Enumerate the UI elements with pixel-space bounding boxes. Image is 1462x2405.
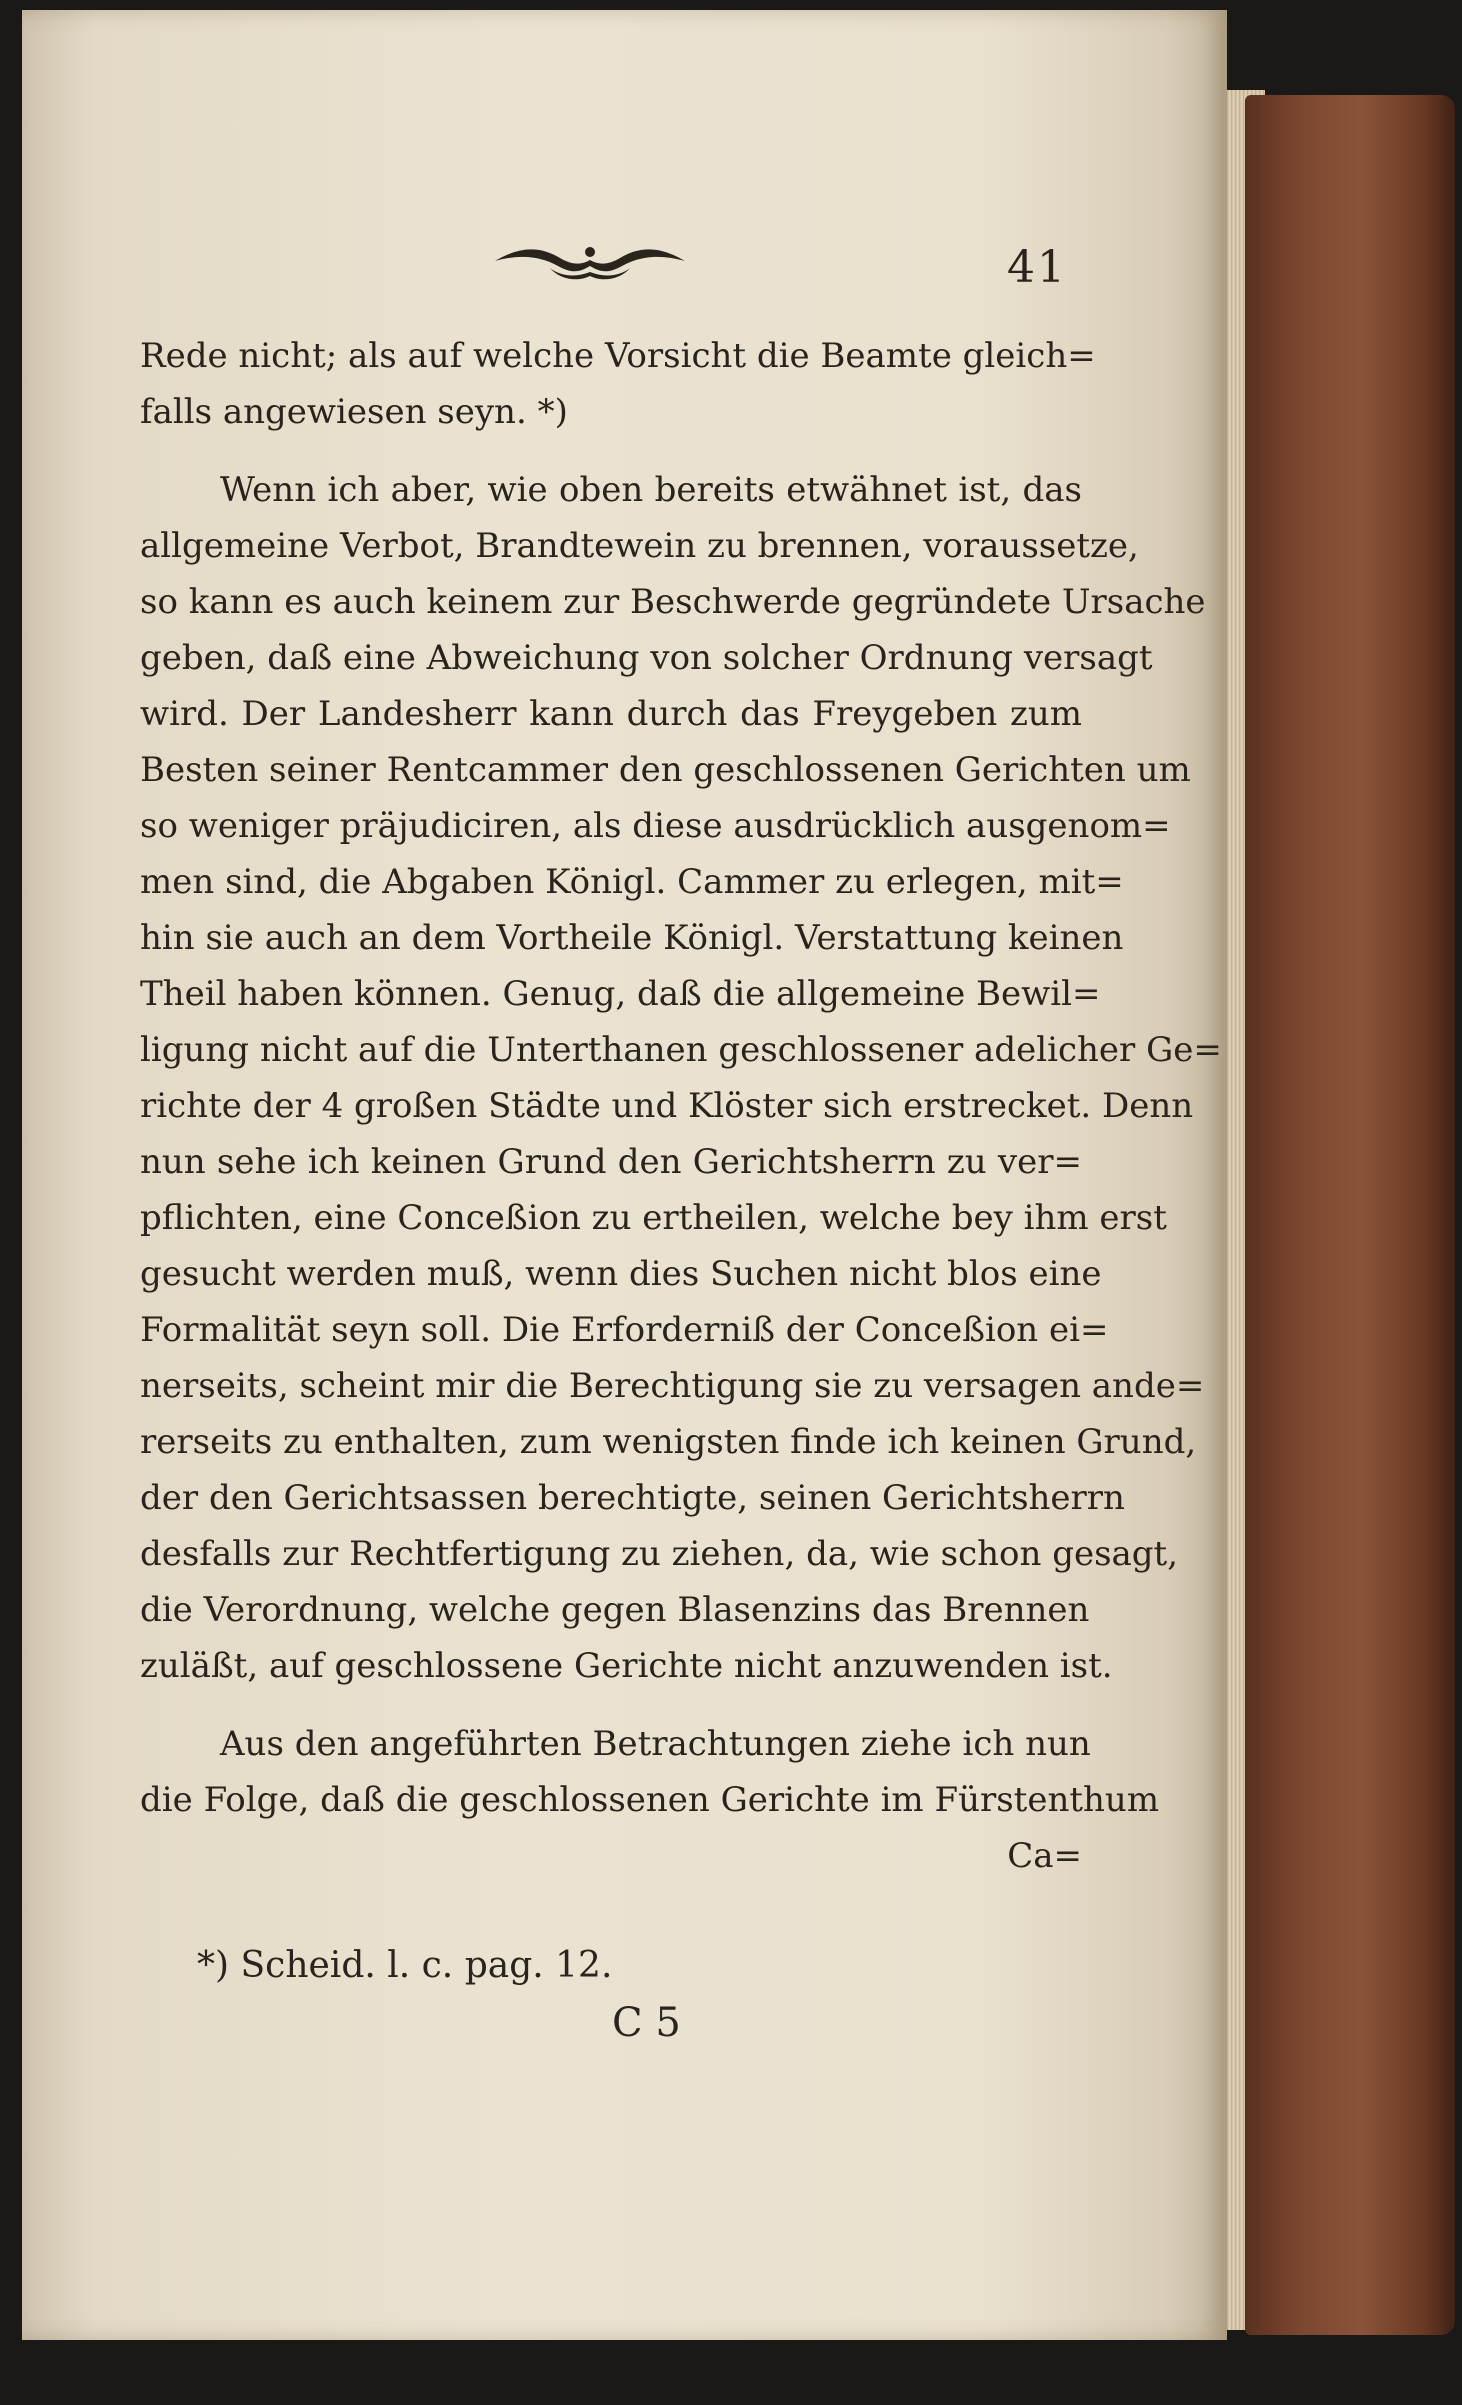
text-line: die Folge, daß die geschlossenen Gerichte im Fürstenthum bbox=[140, 1780, 1160, 1820]
text-line: men sind, die Abgaben Königl. Cammer zu erlegen, mit= bbox=[140, 862, 1124, 902]
text-line: Aus den angeführten Betrachtungen ziehe ich nun bbox=[220, 1724, 1091, 1764]
text-line: ligung nicht auf die Unterthanen geschlossener adelicher Ge= bbox=[140, 1030, 1222, 1070]
text-line: desfalls zur Rechtfertigung zu ziehen, da, wie schon gesagt, bbox=[140, 1534, 1179, 1574]
text-line: Wenn ich aber, wie oben bereits etwähnet ist, das bbox=[220, 470, 1082, 510]
text-line: Theil haben können. Genug, daß die allgemeine Bewil= bbox=[140, 974, 1101, 1014]
text-line: nun sehe ich keinen Grund den Gerichtsherrn zu ver= bbox=[140, 1142, 1082, 1182]
main-text bbox=[140, 328, 1222, 1884]
text-line: rerseits zu enthalten, zum wenigsten finde ich keinen Grund, bbox=[140, 1422, 1197, 1462]
text-line: Rede nicht; als auf welche Vorsicht die Beamte gleich= bbox=[140, 336, 1096, 376]
text-line: die Verordnung, welche gegen Blasenzins das Brennen bbox=[140, 1590, 1090, 1630]
text-line: hin sie auch an dem Vortheile Königl. Verstattung keinen bbox=[140, 918, 1124, 958]
text-line: so kann es auch keinem zur Beschwerde gegründete Ursache bbox=[140, 582, 1206, 622]
text-line: Besten seiner Rentcammer den geschlossenen Gerichten um bbox=[140, 750, 1191, 790]
page-number: 41 bbox=[1007, 242, 1067, 293]
text-line: gesucht werden muß, wenn dies Suchen nicht blos eine bbox=[140, 1254, 1102, 1294]
book-cover bbox=[1245, 95, 1455, 2335]
ornament-icon bbox=[490, 236, 690, 286]
text-line: allgemeine Verbot, Brandtewein zu brennen, voraussetze, bbox=[140, 526, 1139, 566]
text-line: der den Gerichtsassen berechtigte, seinen Gerichtsherrn bbox=[140, 1478, 1125, 1518]
text-line: pflichten, eine Conceßion zu ertheilen, welche bey ihm erst bbox=[140, 1198, 1167, 1238]
book-page bbox=[22, 10, 1227, 2340]
text-line: falls angewiesen seyn. *) bbox=[140, 392, 568, 432]
text-line: richte der 4 großen Städte und Klöster sich erstrecket. Denn bbox=[140, 1086, 1194, 1126]
text-line: zuläßt, auf geschlossene Gerichte nicht anzuwenden ist. bbox=[140, 1646, 1113, 1686]
signature-mark: C 5 bbox=[612, 2000, 681, 2046]
text-line: wird. Der Landesherr kann durch das Freygeben zum bbox=[140, 694, 1082, 734]
text-line: geben, daß eine Abweichung von solcher Ordnung versagt bbox=[140, 638, 1153, 678]
text-line: Formalität seyn soll. Die Erforderniß der Conceßion ei= bbox=[140, 1310, 1109, 1350]
footnote: *) Scheid. l. c. pag. 12. bbox=[197, 1945, 613, 1986]
catchword: Ca= bbox=[1007, 1836, 1082, 1876]
text-line: nerseits, scheint mir die Berechtigung sie zu versagen ande= bbox=[140, 1366, 1205, 1406]
text-line: so weniger präjudiciren, als diese ausdrücklich ausgenom= bbox=[140, 806, 1171, 846]
